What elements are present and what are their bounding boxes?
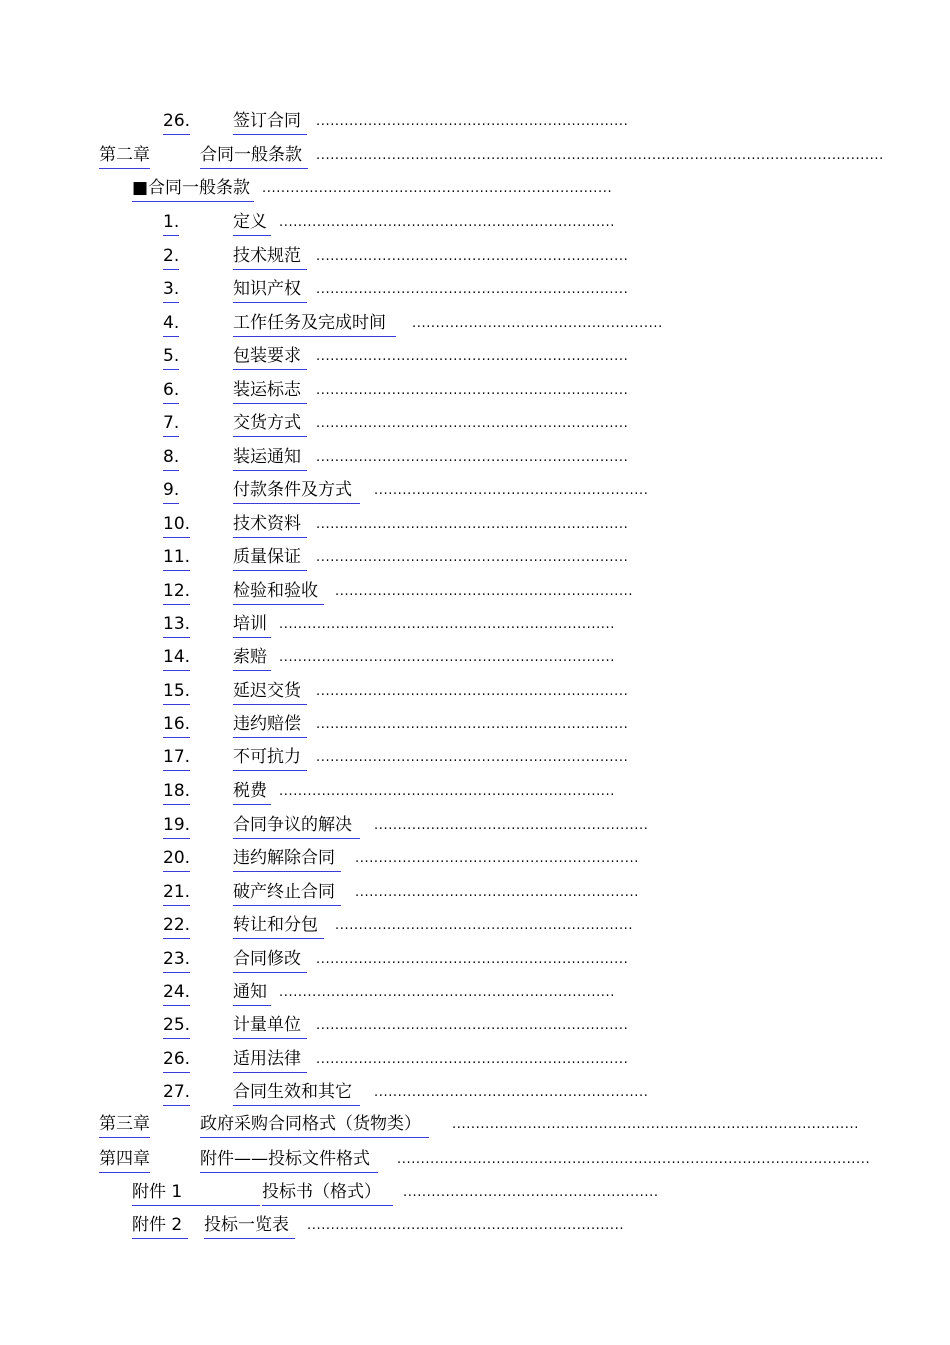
toc-leader-dots: .................................................................. [316,249,629,264]
toc-entry-title: 适用法律 [233,1046,307,1073]
toc-entry-number: 24. [163,979,190,1006]
attachment-label: 附件 1 [132,1179,260,1206]
toc-leader-dots: .................................................................. [316,383,629,398]
toc-entry-number: 9. [163,477,179,504]
toc-entry-title: 转让和分包 [233,912,324,939]
toc-entry-number: 4. [163,310,179,337]
toc-leader-dots: .................................................................. [316,450,629,465]
toc-entry-number: 20. [163,845,190,872]
toc-entry-number: 17. [163,744,190,771]
toc-entry-title: 检验和验收 [233,578,324,605]
toc-leader-dots: ...................................................... [403,1185,659,1200]
toc-leader-dots: .................................................................. [316,1018,629,1033]
toc-entry-title: 技术规范 [233,243,307,270]
toc-entry-title: 延迟交货 [233,678,307,705]
toc-leader-dots: ....................................................................... [279,650,615,665]
toc-entry-title: 工作任务及完成时间 [233,310,396,337]
toc-entry-number: 26. [163,108,190,135]
toc-entry-title: 合同修改 [233,946,307,973]
toc-leader-dots: ....................................................................... [279,617,615,632]
toc-entry-number: 5. [163,343,179,370]
toc-entry-number: 26. [163,1046,190,1073]
toc-entry-title: 培训 [233,611,271,638]
chapter-label: 第四章 [99,1146,150,1173]
toc-leader-dots: .................................................................. [316,416,629,431]
toc-entry-title: 索赔 [233,644,271,671]
toc-leader-dots: ........................................................................................................................ [316,148,884,163]
toc-entry-title: 定义 [233,209,271,236]
toc-entry-title: 合同争议的解决 [233,812,360,839]
toc-leader-dots: .................................................................. [316,517,629,532]
toc-leader-dots: ..................................................... [412,316,663,331]
toc-leader-dots: ....................................................................... [279,215,615,230]
toc-entry-number: 12. [163,578,190,605]
toc-leader-dots: ....................................................................... [279,985,615,1000]
toc-leader-dots: .................................................................. [316,952,629,967]
toc-entry-title: 装运标志 [233,377,307,404]
toc-entry-number: 1. [163,209,179,236]
toc-entry-title: 不可抗力 [233,744,307,771]
toc-entry-number: 22. [163,912,190,939]
toc-entry-number: 13. [163,611,190,638]
toc-entry-title: 合同生效和其它 [233,1079,360,1106]
toc-leader-dots: ............................................................... [335,584,634,599]
toc-entry-title: 通知 [233,979,271,1006]
attachment-title: 投标一览表 [204,1212,295,1239]
toc-entry-title: 知识产权 [233,276,307,303]
toc-entry-number: 19. [163,812,190,839]
toc-entry-number: 7. [163,410,179,437]
toc-leader-dots: ............................................................... [335,918,634,933]
toc-entry-number: 11. [163,544,190,571]
toc-leader-dots: .................................................................. [316,282,629,297]
chapter-title: 附件——投标文件格式 [200,1146,378,1173]
toc-leader-dots: .................................................................. [316,114,629,129]
toc-leader-dots: .................................................................. [316,717,629,732]
attachment-title: 投标书（格式） [262,1179,393,1206]
chapter-title: 合同一般条款 [200,142,308,169]
toc-entry-number: 3. [163,276,179,303]
toc-entry-title: 付款条件及方式 [233,477,360,504]
toc-entry-title: 破产终止合同 [233,879,341,906]
toc-entry-number: 8. [163,444,179,471]
toc-entry-number: 15. [163,678,190,705]
toc-entry-number: 27. [163,1079,190,1106]
toc-leader-dots: .................................................................. [316,1052,629,1067]
toc-leader-dots: ............................................................ [355,885,639,900]
toc-leader-dots: ............................................................ [355,851,639,866]
toc-leader-dots: ................................................................... [307,1218,625,1233]
toc-leader-dots: .................................................................................................... [397,1152,871,1167]
toc-leader-dots: .................................................................. [316,684,629,699]
toc-entry-title: 包装要求 [233,343,307,370]
toc-entry-title: 违约解除合同 [233,845,341,872]
section-title: ■合同一般条款 [132,175,254,202]
toc-leader-dots: ....................................................................... [279,784,615,799]
toc-leader-dots: .......................................................... [374,1085,649,1100]
toc-leader-dots: .......................................................................... [262,181,613,196]
attachment-label: 附件 2 [132,1212,188,1239]
toc-entry-title: 技术资料 [233,511,307,538]
toc-entry-number: 25. [163,1012,190,1039]
toc-leader-dots: ...................................................................................... [452,1117,859,1132]
toc-entry-title: 违约赔偿 [233,711,307,738]
toc-entry-number: 2. [163,243,179,270]
toc-entry-title: 税费 [233,778,271,805]
toc-entry-title: 质量保证 [233,544,307,571]
chapter-title: 政府采购合同格式（货物类） [200,1111,429,1138]
toc-entry-number: 21. [163,879,190,906]
toc-entry-number: 16. [163,711,190,738]
toc-entry-title: 交货方式 [233,410,307,437]
toc-entry-title: 装运通知 [233,444,307,471]
chapter-label: 第二章 [99,142,150,169]
chapter-label: 第三章 [99,1111,150,1138]
toc-entry-number: 14. [163,644,190,671]
toc-entry-number: 23. [163,946,190,973]
toc-leader-dots: .......................................................... [374,818,649,833]
toc-entry-number: 18. [163,778,190,805]
toc-entry-title: 签订合同 [233,108,307,135]
toc-leader-dots: .......................................................... [374,483,649,498]
toc-leader-dots: .................................................................. [316,550,629,565]
toc-entry-number: 6. [163,377,179,404]
toc-leader-dots: .................................................................. [316,349,629,364]
toc-entry-title: 计量单位 [233,1012,307,1039]
toc-entry-number: 10. [163,511,190,538]
toc-leader-dots: .................................................................. [316,750,629,765]
